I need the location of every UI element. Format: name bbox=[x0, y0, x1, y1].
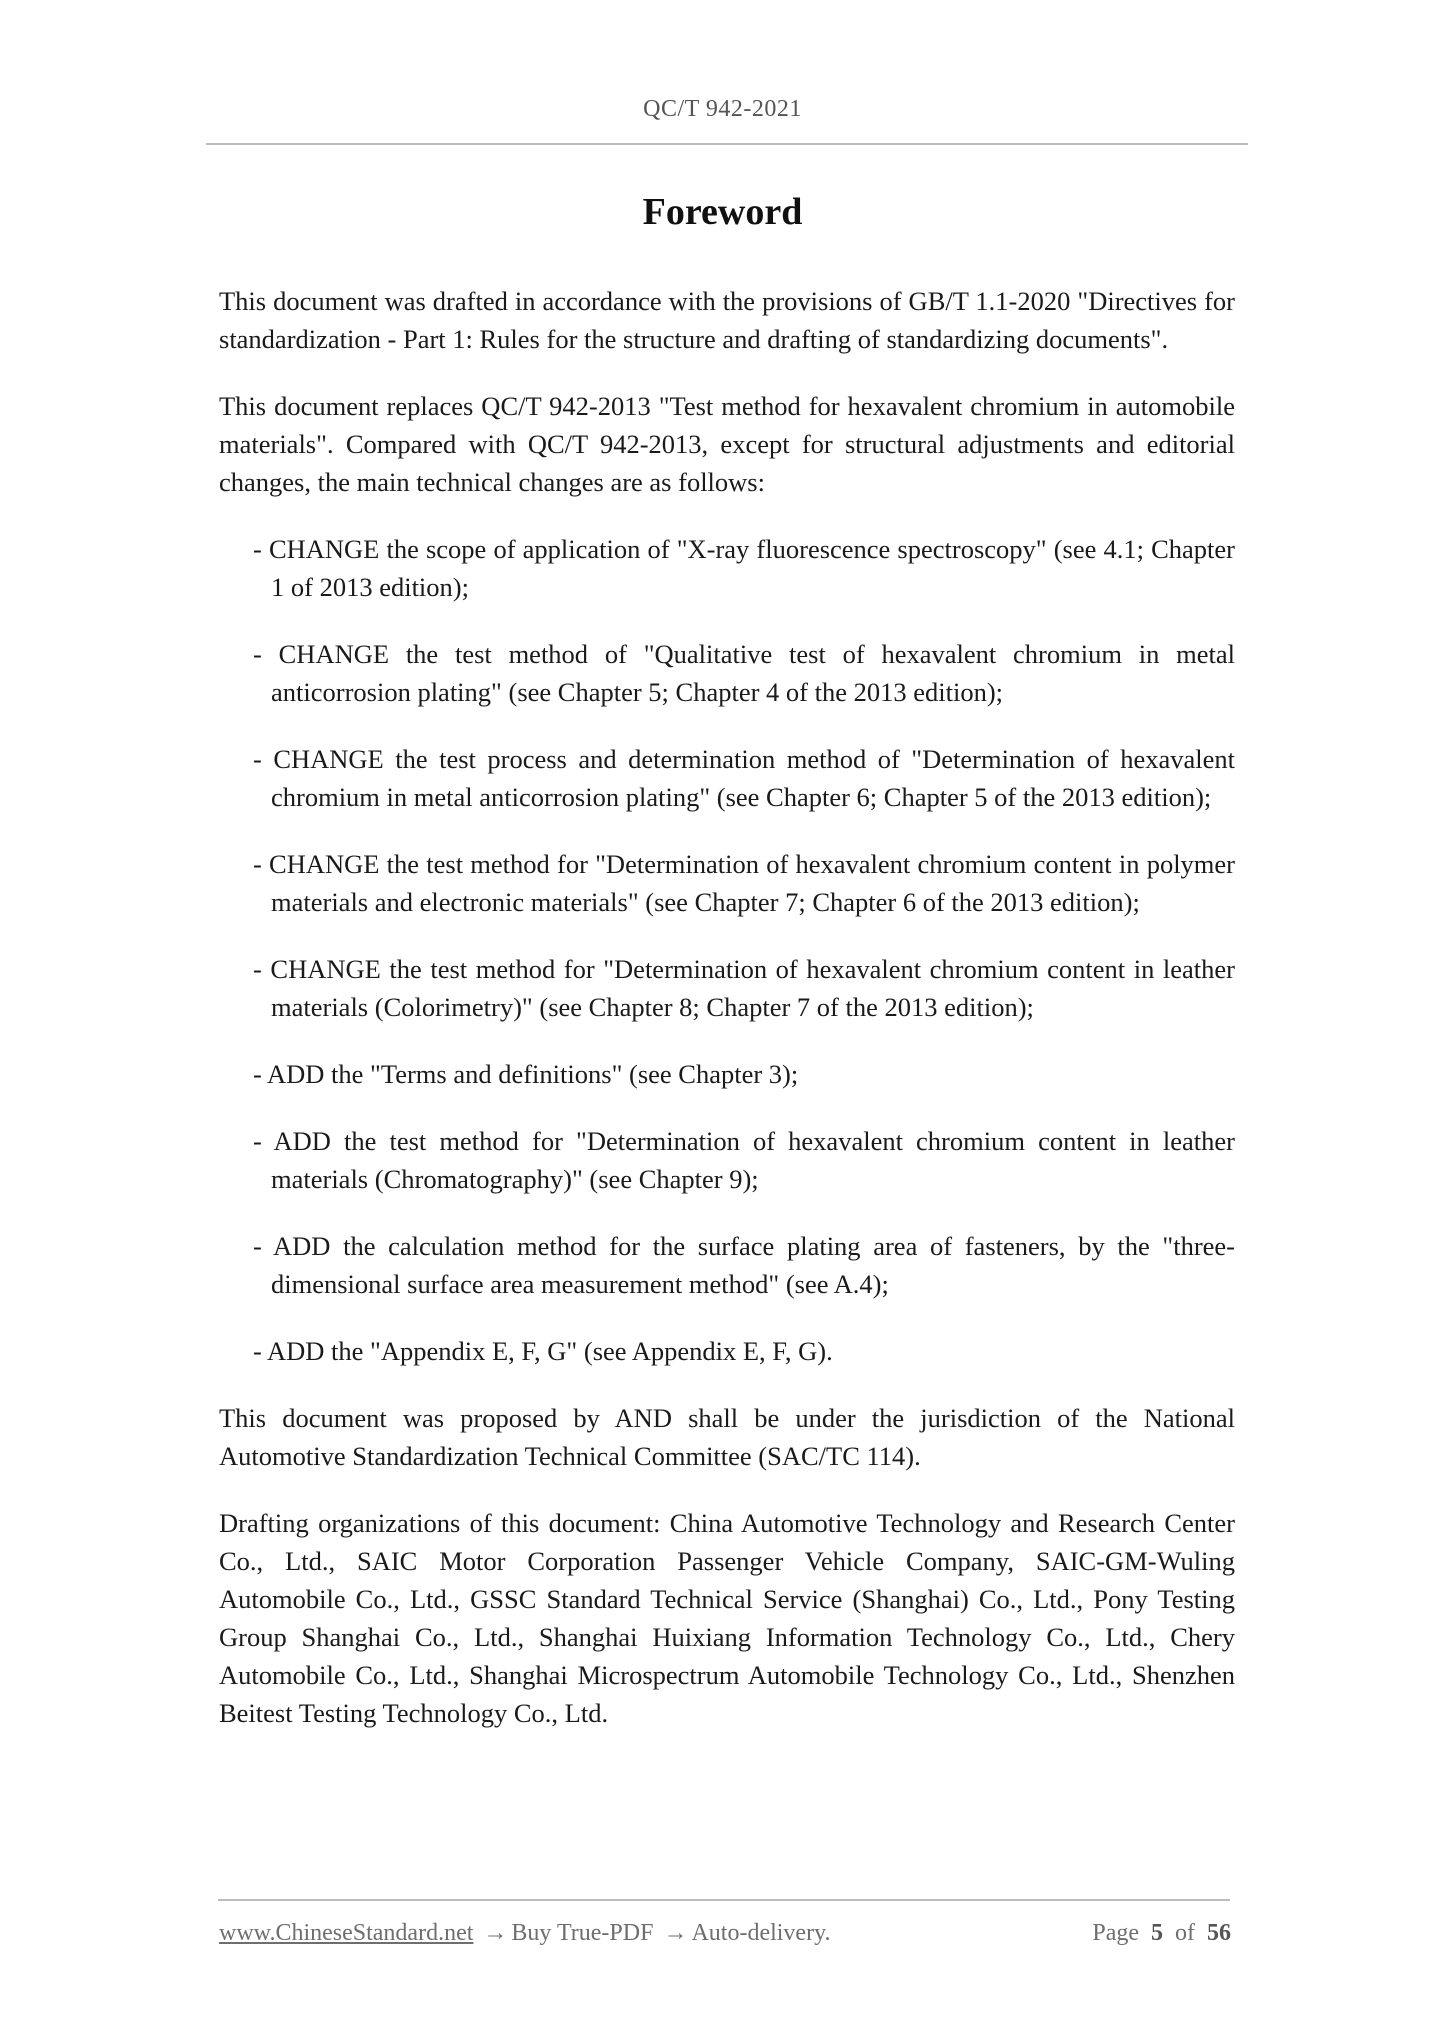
page-label: Page bbox=[1092, 1920, 1139, 1946]
footer-promo bbox=[219, 1920, 831, 1947]
list-item-text: ADD the calculation method for the surface plating area of fasteners, by the "three-dimensional surface area measurement method" (see A.4); bbox=[271, 1231, 1235, 1299]
list-item-text: CHANGE the test method of "Qualitative test of hexavalent chromium in metal anticorrosion plating" (see Chapter 5; Chapter 4 of the 2013 edition); bbox=[271, 639, 1236, 707]
list-bullet: - bbox=[253, 849, 262, 879]
foreword-body bbox=[219, 282, 1235, 1761]
technical-changes-list bbox=[219, 530, 1235, 1370]
paragraph-drafting-basis: This document was drafted in accordance with the provisions of GB/T 1.1-2020 "Directives for standardization - Part 1: Rules for the structure and drafting of standardizing documents". bbox=[219, 286, 1235, 354]
list-item bbox=[253, 530, 1235, 606]
right-arrow-icon: → bbox=[483, 1920, 508, 1946]
page-current: 5 bbox=[1151, 1920, 1163, 1946]
list-item bbox=[253, 950, 1235, 1026]
list-item bbox=[253, 845, 1235, 921]
list-bullet: - bbox=[253, 1126, 262, 1156]
paragraph-jurisdiction: This document was proposed by AND shall be under the jurisdiction of the National Automotive Standardization Technical Committee (SAC/TC 114). bbox=[219, 1403, 1235, 1471]
list-bullet: - bbox=[253, 954, 262, 984]
footer-divider bbox=[218, 1899, 1230, 1901]
page-footer bbox=[219, 1920, 1231, 1947]
list-item-text: CHANGE the scope of application of "X-ray fluorescence spectroscopy" (see 4.1; Chapter 1 of 2013 edition); bbox=[268, 534, 1235, 602]
list-bullet: - bbox=[253, 534, 262, 564]
paragraph-drafting-organizations: Drafting organizations of this document: China Automotive Technology and Research Center Co., Ltd., SAIC Motor Corporation Passenger Vehicle Company, SAIC-GM-Wuling Automobile Co., Ltd., GSSC Standard Technical Service (Shanghai) Co., Ltd., Pony Testing Group Shanghai Co., Ltd., Shanghai Huixiang Information Technology Co., Ltd., Chery Automobile Co., Ltd., Shanghai Microspectrum Automobile Technology Co., Ltd., Shenzhen Beitest Testing Technology Co., Ltd. bbox=[219, 1508, 1235, 1728]
page-of-label: of bbox=[1175, 1920, 1195, 1946]
auto-delivery-text: Auto-delivery. bbox=[691, 1920, 831, 1946]
page-title: Foreword bbox=[642, 191, 803, 233]
list-item bbox=[253, 1227, 1235, 1303]
chinesestandard-link[interactable]: www.ChineseStandard.net bbox=[219, 1920, 474, 1946]
list-item-text: CHANGE the test method for "Determination of hexavalent chromium content in leather materials (Colorimetry)" (see Chapter 8; Chapter 7 of the 2013 edition); bbox=[270, 954, 1236, 1022]
list-item-text: ADD the "Terms and definitions" (see Chapter 3); bbox=[267, 1059, 799, 1089]
list-item bbox=[253, 635, 1235, 711]
list-item bbox=[253, 1332, 1235, 1370]
list-item-text: CHANGE the test process and determination method of "Determination of hexavalent chromium in metal anticorrosion plating" (see Chapter 6; Chapter 5 of the 2013 edition); bbox=[271, 744, 1235, 812]
header-divider bbox=[206, 143, 1248, 145]
right-arrow-icon: → bbox=[663, 1920, 688, 1946]
list-item-text: ADD the "Appendix E, F, G" (see Appendix E, F, G). bbox=[267, 1336, 833, 1366]
list-item bbox=[253, 740, 1235, 816]
list-bullet: - bbox=[253, 1231, 262, 1261]
list-item bbox=[253, 1055, 1235, 1093]
paragraph-replacement-notice: This document replaces QC/T 942-2013 "Test method for hexavalent chromium in automobile materials". Compared with QC/T 942-2013, except for structural adjustments and editorial changes, the main technical changes are as follows: bbox=[219, 391, 1235, 497]
page-total: 56 bbox=[1207, 1920, 1231, 1946]
list-bullet: - bbox=[253, 744, 262, 774]
list-bullet: - bbox=[253, 1059, 262, 1089]
list-item-text: ADD the test method for "Determination of hexavalent chromium content in leather materials (Chromatography)" (see Chapter 9); bbox=[271, 1126, 1235, 1194]
list-item-text: CHANGE the test method for "Determination of hexavalent chromium content in polymer materials and electronic materials" (see Chapter 7; Chapter 6 of the 2013 edition); bbox=[269, 849, 1235, 917]
list-bullet: - bbox=[253, 639, 262, 669]
list-item bbox=[253, 1122, 1235, 1198]
document-code-header: QC/T 942-2021 bbox=[643, 96, 802, 122]
page-indicator bbox=[1092, 1920, 1231, 1947]
list-bullet: - bbox=[253, 1336, 262, 1366]
buy-true-pdf-text: Buy True-PDF bbox=[511, 1920, 654, 1946]
